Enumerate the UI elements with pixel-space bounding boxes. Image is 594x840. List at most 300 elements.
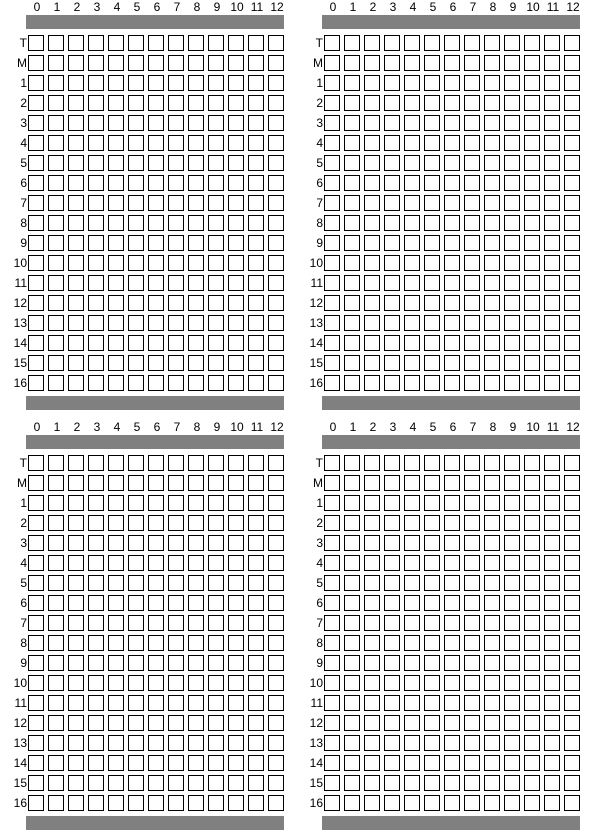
grid-cell[interactable]	[188, 55, 204, 71]
grid-cell[interactable]	[524, 175, 540, 191]
grid-cell[interactable]	[564, 655, 580, 671]
grid-cell[interactable]	[48, 375, 64, 391]
grid-cell[interactable]	[168, 275, 184, 291]
grid-cell[interactable]	[324, 515, 340, 531]
grid-cell[interactable]	[228, 235, 244, 251]
grid-cell[interactable]	[88, 495, 104, 511]
grid-cell[interactable]	[268, 155, 284, 171]
grid-cell[interactable]	[384, 475, 400, 491]
grid-cell[interactable]	[424, 335, 440, 351]
grid-cell[interactable]	[228, 55, 244, 71]
grid-cell[interactable]	[524, 275, 540, 291]
grid-cell[interactable]	[68, 235, 84, 251]
grid-cell[interactable]	[68, 55, 84, 71]
grid-cell[interactable]	[564, 315, 580, 331]
grid-cell[interactable]	[88, 115, 104, 131]
grid-cell[interactable]	[248, 535, 264, 551]
grid-cell[interactable]	[424, 215, 440, 231]
grid-cell[interactable]	[248, 175, 264, 191]
grid-cell[interactable]	[524, 535, 540, 551]
grid-cell[interactable]	[404, 55, 420, 71]
grid-cell[interactable]	[344, 35, 360, 51]
grid-cell[interactable]	[208, 535, 224, 551]
grid-cell[interactable]	[228, 35, 244, 51]
grid-cell[interactable]	[344, 615, 360, 631]
grid-cell[interactable]	[48, 635, 64, 651]
grid-cell[interactable]	[444, 795, 460, 811]
grid-cell[interactable]	[128, 295, 144, 311]
grid-cell[interactable]	[228, 255, 244, 271]
grid-cell[interactable]	[484, 235, 500, 251]
grid-cell[interactable]	[464, 175, 480, 191]
grid-cell[interactable]	[444, 775, 460, 791]
grid-cell[interactable]	[28, 615, 44, 631]
grid-cell[interactable]	[484, 795, 500, 811]
grid-cell[interactable]	[504, 575, 520, 591]
grid-cell[interactable]	[268, 635, 284, 651]
grid-cell[interactable]	[484, 155, 500, 171]
grid-cell[interactable]	[228, 535, 244, 551]
grid-cell[interactable]	[228, 355, 244, 371]
grid-cell[interactable]	[108, 535, 124, 551]
grid-cell[interactable]	[188, 495, 204, 511]
grid-cell[interactable]	[88, 175, 104, 191]
grid-cell[interactable]	[88, 315, 104, 331]
grid-cell[interactable]	[168, 55, 184, 71]
grid-cell[interactable]	[324, 635, 340, 651]
grid-cell[interactable]	[268, 655, 284, 671]
grid-cell[interactable]	[208, 235, 224, 251]
grid-cell[interactable]	[108, 615, 124, 631]
grid-cell[interactable]	[484, 75, 500, 91]
grid-cell[interactable]	[128, 675, 144, 691]
grid-cell[interactable]	[268, 215, 284, 231]
grid-cell[interactable]	[268, 535, 284, 551]
grid-cell[interactable]	[168, 95, 184, 111]
grid-cell[interactable]	[464, 55, 480, 71]
grid-cell[interactable]	[564, 75, 580, 91]
grid-cell[interactable]	[148, 575, 164, 591]
grid-cell[interactable]	[324, 615, 340, 631]
grid-cell[interactable]	[268, 595, 284, 611]
grid-cell[interactable]	[188, 795, 204, 811]
grid-cell[interactable]	[424, 615, 440, 631]
grid-cell[interactable]	[384, 55, 400, 71]
grid-cell[interactable]	[148, 615, 164, 631]
grid-cell[interactable]	[444, 275, 460, 291]
grid-cell[interactable]	[28, 655, 44, 671]
grid-cell[interactable]	[168, 555, 184, 571]
grid-cell[interactable]	[544, 775, 560, 791]
grid-cell[interactable]	[364, 695, 380, 711]
grid-cell[interactable]	[208, 615, 224, 631]
grid-cell[interactable]	[48, 455, 64, 471]
grid-cell[interactable]	[248, 75, 264, 91]
grid-cell[interactable]	[208, 355, 224, 371]
grid-cell[interactable]	[128, 95, 144, 111]
grid-cell[interactable]	[544, 295, 560, 311]
grid-cell[interactable]	[324, 755, 340, 771]
grid-cell[interactable]	[344, 695, 360, 711]
grid-cell[interactable]	[268, 275, 284, 291]
grid-cell[interactable]	[68, 675, 84, 691]
grid-cell[interactable]	[564, 155, 580, 171]
grid-cell[interactable]	[108, 475, 124, 491]
grid-cell[interactable]	[208, 335, 224, 351]
grid-cell[interactable]	[128, 575, 144, 591]
grid-cell[interactable]	[384, 235, 400, 251]
grid-cell[interactable]	[48, 135, 64, 151]
grid-cell[interactable]	[248, 495, 264, 511]
grid-cell[interactable]	[148, 755, 164, 771]
grid-cell[interactable]	[148, 155, 164, 171]
grid-cell[interactable]	[404, 175, 420, 191]
grid-cell[interactable]	[188, 135, 204, 151]
grid-cell[interactable]	[464, 715, 480, 731]
grid-cell[interactable]	[464, 115, 480, 131]
grid-cell[interactable]	[148, 175, 164, 191]
grid-cell[interactable]	[168, 215, 184, 231]
grid-cell[interactable]	[248, 775, 264, 791]
grid-cell[interactable]	[268, 315, 284, 331]
grid-cell[interactable]	[168, 795, 184, 811]
grid-cell[interactable]	[108, 235, 124, 251]
grid-cell[interactable]	[228, 75, 244, 91]
grid-cell[interactable]	[404, 515, 420, 531]
grid-cell[interactable]	[364, 715, 380, 731]
grid-cell[interactable]	[248, 715, 264, 731]
grid-cell[interactable]	[148, 515, 164, 531]
grid-cell[interactable]	[524, 95, 540, 111]
grid-cell[interactable]	[108, 115, 124, 131]
grid-cell[interactable]	[268, 475, 284, 491]
grid-cell[interactable]	[384, 335, 400, 351]
grid-cell[interactable]	[108, 335, 124, 351]
grid-cell[interactable]	[268, 95, 284, 111]
grid-cell[interactable]	[128, 655, 144, 671]
grid-cell[interactable]	[364, 455, 380, 471]
grid-cell[interactable]	[564, 295, 580, 311]
grid-cell[interactable]	[208, 75, 224, 91]
grid-cell[interactable]	[484, 535, 500, 551]
grid-cell[interactable]	[404, 755, 420, 771]
grid-cell[interactable]	[208, 295, 224, 311]
grid-cell[interactable]	[424, 95, 440, 111]
grid-cell[interactable]	[484, 335, 500, 351]
grid-cell[interactable]	[168, 475, 184, 491]
grid-cell[interactable]	[28, 135, 44, 151]
grid-cell[interactable]	[28, 315, 44, 331]
grid-cell[interactable]	[544, 595, 560, 611]
grid-cell[interactable]	[248, 755, 264, 771]
grid-cell[interactable]	[484, 135, 500, 151]
grid-cell[interactable]	[324, 75, 340, 91]
grid-cell[interactable]	[464, 135, 480, 151]
grid-cell[interactable]	[484, 355, 500, 371]
grid-cell[interactable]	[384, 275, 400, 291]
grid-cell[interactable]	[128, 715, 144, 731]
grid-cell[interactable]	[248, 675, 264, 691]
grid-cell[interactable]	[128, 475, 144, 491]
grid-cell[interactable]	[248, 275, 264, 291]
grid-cell[interactable]	[484, 35, 500, 51]
grid-cell[interactable]	[504, 555, 520, 571]
grid-cell[interactable]	[524, 475, 540, 491]
grid-cell[interactable]	[68, 475, 84, 491]
grid-cell[interactable]	[444, 715, 460, 731]
grid-cell[interactable]	[108, 75, 124, 91]
grid-cell[interactable]	[188, 615, 204, 631]
grid-cell[interactable]	[444, 555, 460, 571]
grid-cell[interactable]	[504, 515, 520, 531]
grid-cell[interactable]	[544, 755, 560, 771]
grid-cell[interactable]	[268, 795, 284, 811]
grid-cell[interactable]	[168, 775, 184, 791]
grid-cell[interactable]	[384, 655, 400, 671]
grid-cell[interactable]	[268, 55, 284, 71]
grid-cell[interactable]	[128, 695, 144, 711]
grid-cell[interactable]	[48, 735, 64, 751]
grid-cell[interactable]	[424, 695, 440, 711]
grid-cell[interactable]	[88, 735, 104, 751]
grid-cell[interactable]	[28, 595, 44, 611]
grid-cell[interactable]	[128, 555, 144, 571]
grid-cell[interactable]	[28, 795, 44, 811]
grid-cell[interactable]	[108, 35, 124, 51]
grid-cell[interactable]	[168, 35, 184, 51]
grid-cell[interactable]	[148, 775, 164, 791]
grid-cell[interactable]	[188, 575, 204, 591]
grid-cell[interactable]	[384, 115, 400, 131]
grid-cell[interactable]	[524, 295, 540, 311]
grid-cell[interactable]	[208, 175, 224, 191]
grid-cell[interactable]	[484, 455, 500, 471]
grid-cell[interactable]	[544, 335, 560, 351]
grid-cell[interactable]	[504, 755, 520, 771]
grid-cell[interactable]	[504, 175, 520, 191]
grid-cell[interactable]	[88, 295, 104, 311]
grid-cell[interactable]	[564, 555, 580, 571]
grid-cell[interactable]	[484, 95, 500, 111]
grid-cell[interactable]	[484, 55, 500, 71]
grid-cell[interactable]	[324, 35, 340, 51]
grid-cell[interactable]	[564, 575, 580, 591]
grid-cell[interactable]	[68, 195, 84, 211]
grid-cell[interactable]	[324, 175, 340, 191]
grid-cell[interactable]	[108, 155, 124, 171]
grid-cell[interactable]	[68, 515, 84, 531]
grid-cell[interactable]	[524, 55, 540, 71]
grid-cell[interactable]	[424, 295, 440, 311]
grid-cell[interactable]	[504, 235, 520, 251]
grid-cell[interactable]	[168, 195, 184, 211]
grid-cell[interactable]	[148, 195, 164, 211]
grid-cell[interactable]	[68, 115, 84, 131]
grid-cell[interactable]	[68, 595, 84, 611]
grid-cell[interactable]	[168, 535, 184, 551]
grid-cell[interactable]	[364, 155, 380, 171]
grid-cell[interactable]	[384, 195, 400, 211]
grid-cell[interactable]	[108, 215, 124, 231]
grid-cell[interactable]	[544, 55, 560, 71]
grid-cell[interactable]	[544, 195, 560, 211]
grid-cell[interactable]	[464, 295, 480, 311]
grid-cell[interactable]	[364, 35, 380, 51]
grid-cell[interactable]	[148, 715, 164, 731]
grid-cell[interactable]	[324, 195, 340, 211]
grid-cell[interactable]	[444, 135, 460, 151]
grid-cell[interactable]	[248, 615, 264, 631]
grid-cell[interactable]	[484, 775, 500, 791]
grid-cell[interactable]	[424, 475, 440, 491]
grid-cell[interactable]	[484, 115, 500, 131]
grid-cell[interactable]	[228, 795, 244, 811]
grid-cell[interactable]	[384, 495, 400, 511]
grid-cell[interactable]	[68, 755, 84, 771]
grid-cell[interactable]	[404, 95, 420, 111]
grid-cell[interactable]	[208, 475, 224, 491]
grid-cell[interactable]	[188, 555, 204, 571]
grid-cell[interactable]	[28, 775, 44, 791]
grid-cell[interactable]	[48, 215, 64, 231]
grid-cell[interactable]	[364, 315, 380, 331]
grid-cell[interactable]	[68, 355, 84, 371]
grid-cell[interactable]	[444, 35, 460, 51]
grid-cell[interactable]	[344, 735, 360, 751]
grid-cell[interactable]	[188, 235, 204, 251]
grid-cell[interactable]	[68, 795, 84, 811]
grid-cell[interactable]	[168, 575, 184, 591]
grid-cell[interactable]	[188, 515, 204, 531]
grid-cell[interactable]	[324, 775, 340, 791]
grid-cell[interactable]	[168, 375, 184, 391]
grid-cell[interactable]	[88, 55, 104, 71]
grid-cell[interactable]	[324, 475, 340, 491]
grid-cell[interactable]	[268, 375, 284, 391]
grid-cell[interactable]	[208, 455, 224, 471]
grid-cell[interactable]	[128, 455, 144, 471]
grid-cell[interactable]	[88, 655, 104, 671]
grid-cell[interactable]	[564, 235, 580, 251]
grid-cell[interactable]	[364, 195, 380, 211]
grid-cell[interactable]	[344, 75, 360, 91]
grid-cell[interactable]	[364, 255, 380, 271]
grid-cell[interactable]	[364, 735, 380, 751]
grid-cell[interactable]	[544, 235, 560, 251]
grid-cell[interactable]	[148, 735, 164, 751]
grid-cell[interactable]	[248, 115, 264, 131]
grid-cell[interactable]	[504, 615, 520, 631]
grid-cell[interactable]	[384, 735, 400, 751]
grid-cell[interactable]	[324, 715, 340, 731]
grid-cell[interactable]	[128, 515, 144, 531]
grid-cell[interactable]	[484, 175, 500, 191]
grid-cell[interactable]	[268, 235, 284, 251]
grid-cell[interactable]	[208, 515, 224, 531]
grid-cell[interactable]	[68, 735, 84, 751]
grid-cell[interactable]	[108, 195, 124, 211]
grid-cell[interactable]	[188, 755, 204, 771]
grid-cell[interactable]	[544, 135, 560, 151]
grid-cell[interactable]	[168, 515, 184, 531]
grid-cell[interactable]	[524, 115, 540, 131]
grid-cell[interactable]	[344, 635, 360, 651]
grid-cell[interactable]	[344, 115, 360, 131]
grid-cell[interactable]	[524, 735, 540, 751]
grid-cell[interactable]	[524, 595, 540, 611]
grid-cell[interactable]	[504, 295, 520, 311]
grid-cell[interactable]	[48, 335, 64, 351]
grid-cell[interactable]	[188, 535, 204, 551]
grid-cell[interactable]	[324, 455, 340, 471]
grid-cell[interactable]	[364, 475, 380, 491]
grid-cell[interactable]	[504, 635, 520, 651]
grid-cell[interactable]	[344, 135, 360, 151]
grid-cell[interactable]	[208, 635, 224, 651]
grid-cell[interactable]	[364, 655, 380, 671]
grid-cell[interactable]	[464, 235, 480, 251]
grid-cell[interactable]	[68, 555, 84, 571]
grid-cell[interactable]	[228, 295, 244, 311]
grid-cell[interactable]	[444, 215, 460, 231]
grid-cell[interactable]	[28, 735, 44, 751]
grid-cell[interactable]	[544, 475, 560, 491]
grid-cell[interactable]	[68, 35, 84, 51]
grid-cell[interactable]	[384, 675, 400, 691]
grid-cell[interactable]	[324, 215, 340, 231]
grid-cell[interactable]	[384, 795, 400, 811]
grid-cell[interactable]	[444, 295, 460, 311]
grid-cell[interactable]	[504, 675, 520, 691]
grid-cell[interactable]	[228, 215, 244, 231]
grid-cell[interactable]	[88, 155, 104, 171]
grid-cell[interactable]	[88, 475, 104, 491]
grid-cell[interactable]	[168, 115, 184, 131]
grid-cell[interactable]	[524, 615, 540, 631]
grid-cell[interactable]	[188, 455, 204, 471]
grid-cell[interactable]	[384, 595, 400, 611]
grid-cell[interactable]	[404, 275, 420, 291]
grid-cell[interactable]	[68, 575, 84, 591]
grid-cell[interactable]	[404, 595, 420, 611]
grid-cell[interactable]	[544, 375, 560, 391]
grid-cell[interactable]	[248, 795, 264, 811]
grid-cell[interactable]	[424, 775, 440, 791]
grid-cell[interactable]	[484, 655, 500, 671]
grid-cell[interactable]	[228, 175, 244, 191]
grid-cell[interactable]	[128, 615, 144, 631]
grid-cell[interactable]	[544, 695, 560, 711]
grid-cell[interactable]	[128, 775, 144, 791]
grid-cell[interactable]	[324, 115, 340, 131]
grid-cell[interactable]	[404, 155, 420, 171]
grid-cell[interactable]	[524, 255, 540, 271]
grid-cell[interactable]	[504, 475, 520, 491]
grid-cell[interactable]	[444, 375, 460, 391]
grid-cell[interactable]	[524, 355, 540, 371]
grid-cell[interactable]	[88, 515, 104, 531]
grid-cell[interactable]	[404, 535, 420, 551]
grid-cell[interactable]	[444, 195, 460, 211]
grid-cell[interactable]	[444, 155, 460, 171]
grid-cell[interactable]	[268, 675, 284, 691]
grid-cell[interactable]	[268, 555, 284, 571]
grid-cell[interactable]	[544, 355, 560, 371]
grid-cell[interactable]	[28, 295, 44, 311]
grid-cell[interactable]	[544, 735, 560, 751]
grid-cell[interactable]	[424, 575, 440, 591]
grid-cell[interactable]	[424, 315, 440, 331]
